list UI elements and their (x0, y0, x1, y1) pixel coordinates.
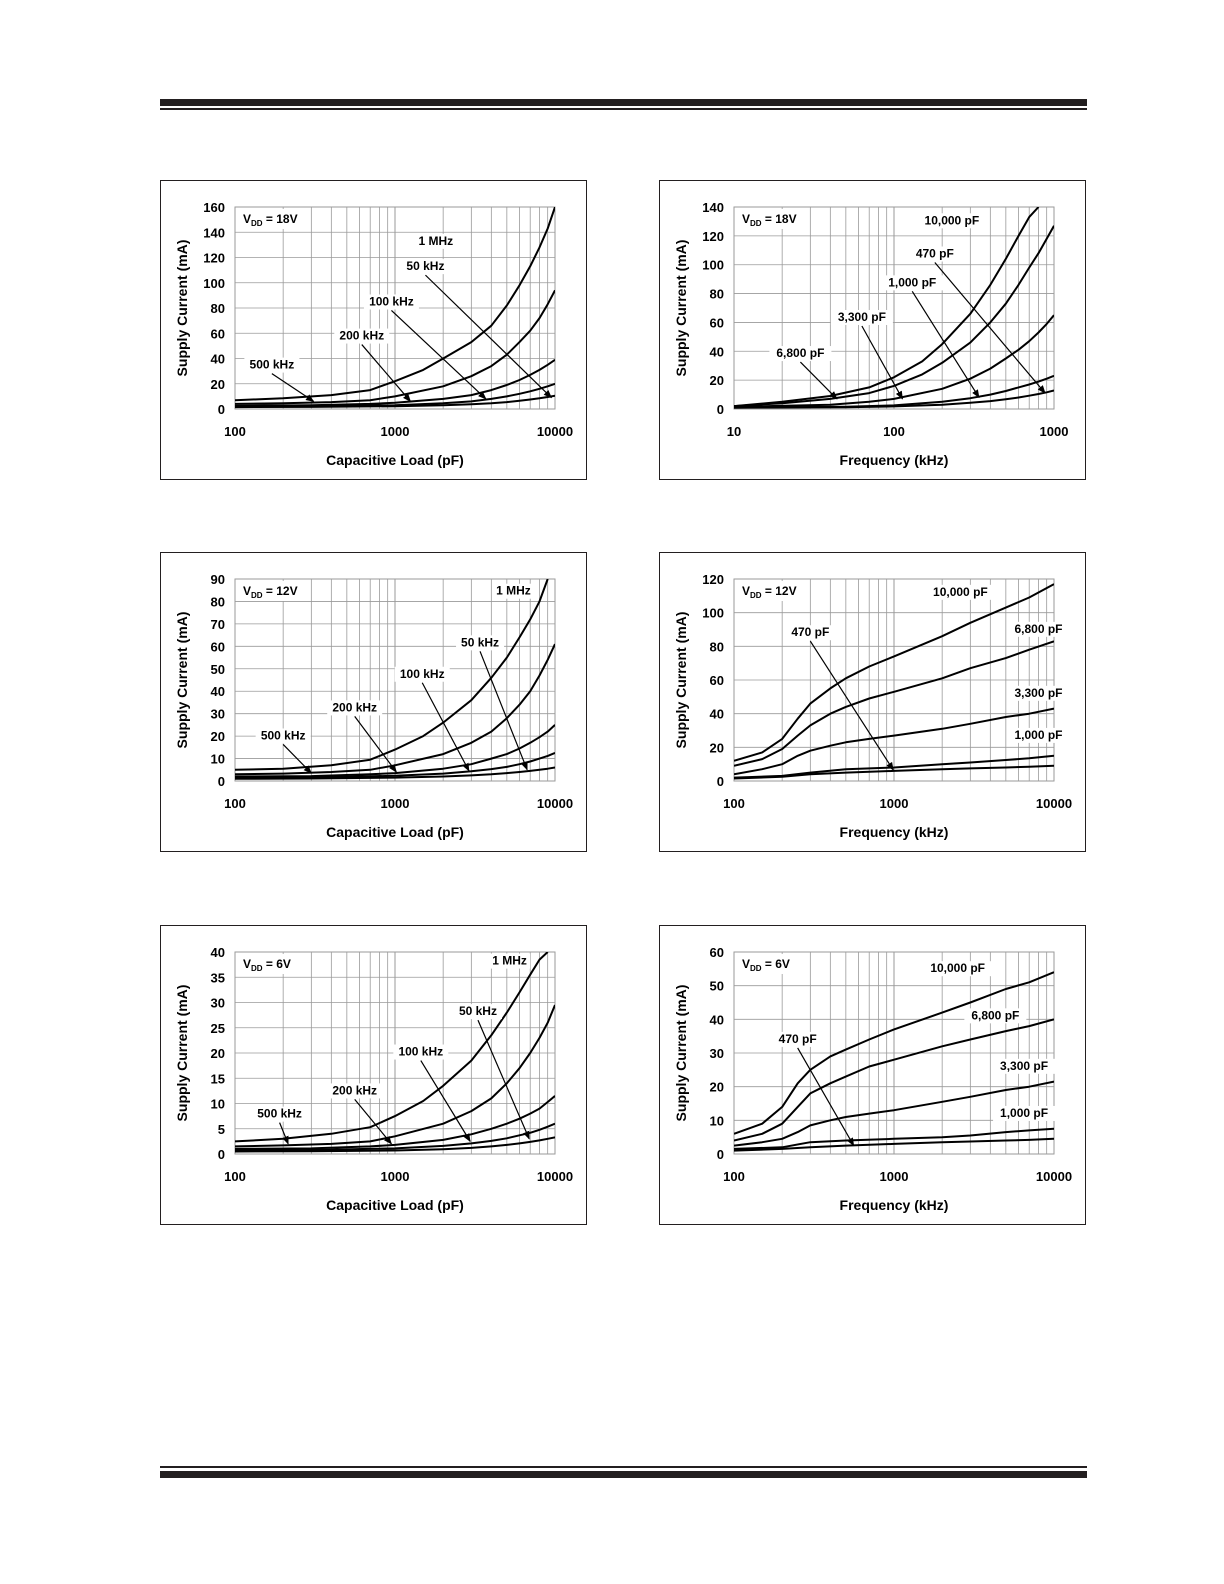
y-tick-label: 0 (217, 1147, 225, 1162)
y-tick-label: 40 (709, 344, 724, 360)
y-tick-label: 35 (210, 970, 225, 986)
x-tick-label: 100 (883, 424, 905, 439)
top-rule-thin (160, 108, 1087, 110)
y-tick-label: 0 (716, 402, 724, 417)
annotation-label: 3,300 pF (837, 309, 886, 324)
y-tick-label: 60 (709, 315, 724, 331)
annotation-arrow (425, 275, 551, 398)
chart-supply-vs-frequency-18v (659, 180, 1086, 480)
series-line (734, 207, 1039, 406)
chart-svg (660, 553, 1087, 853)
chart-supply-vs-frequency-6v (659, 925, 1086, 1225)
annotation-label: 200 kHz (332, 700, 378, 715)
y-tick-label: 0 (716, 1147, 724, 1162)
annotation-label: 3,300 pF (1014, 685, 1063, 700)
y-tick-label: 120 (702, 228, 724, 244)
x-tick-label: 100 (224, 1169, 246, 1184)
y-axis-label: Supply Current (mA) (174, 611, 190, 749)
y-tick-label: 10 (709, 1113, 724, 1129)
y-axis-label: Supply Current (mA) (673, 984, 689, 1122)
chart-svg (161, 926, 588, 1226)
annotation-label: 1,000 pF (1000, 1105, 1049, 1120)
annotation-label: 1,000 pF (1014, 727, 1063, 742)
y-axis-label: Supply Current (mA) (174, 984, 190, 1122)
y-tick-label: 20 (709, 1079, 724, 1095)
chart-svg (660, 926, 1087, 1226)
chart-svg (161, 181, 588, 481)
y-tick-label: 80 (210, 301, 225, 316)
x-tick-label: 100 (224, 424, 246, 439)
vdd-label: $V_{DD} = 18V$ (742, 212, 797, 228)
x-tick-label: 10000 (1035, 1169, 1073, 1184)
annotation-arrow (355, 1099, 392, 1143)
annotation-label: 100 kHz (398, 1044, 444, 1059)
y-tick-label: 60 (709, 945, 724, 960)
top-rule-thick (160, 99, 1087, 106)
y-tick-label: 20 (210, 376, 225, 392)
x-tick-label: 10000 (536, 424, 574, 439)
chart-supply-vs-load-12v (160, 552, 587, 852)
y-tick-label: 70 (210, 616, 225, 632)
x-tick-label: 1000 (1039, 424, 1069, 439)
annotation-label: 10,000 pF (930, 961, 986, 976)
annotation-label: 50 kHz (461, 635, 500, 650)
y-tick-label: 15 (210, 1071, 225, 1087)
annotation-label: 470 pF (791, 625, 830, 640)
bottom-rule-thin (160, 1466, 1087, 1468)
x-tick-label: 100 (723, 1169, 745, 1184)
y-tick-label: 20 (709, 373, 724, 389)
y-tick-label: 50 (709, 978, 724, 994)
annotation-label: 100 kHz (399, 666, 445, 681)
y-tick-label: 30 (210, 995, 225, 1011)
y-axis-label: Supply Current (mA) (673, 611, 689, 749)
x-tick-label: 1000 (879, 796, 909, 811)
y-tick-label: 90 (210, 572, 225, 587)
annotation-label: 3,300 pF (1000, 1058, 1049, 1073)
annotation-label: 500 kHz (257, 1106, 302, 1121)
annotation-label: 1 MHz (418, 233, 454, 248)
y-tick-label: 80 (709, 639, 724, 655)
y-tick-label: 40 (210, 945, 225, 960)
annotation-label: 6,800 pF (971, 1008, 1020, 1023)
x-tick-label: 10 (726, 424, 742, 439)
annotation-label: 6,800 pF (776, 346, 825, 361)
x-tick-label: 100 (224, 796, 246, 811)
y-tick-label: 20 (210, 1046, 225, 1061)
annotation-label: 500 kHz (249, 357, 295, 372)
chart-supply-vs-load-6v (160, 925, 587, 1225)
y-tick-label: 0 (217, 402, 225, 417)
x-axis-label: Frequency (kHz) (839, 824, 949, 840)
annotation-label: 10,000 pF (924, 213, 980, 228)
y-tick-label: 80 (709, 286, 724, 302)
y-tick-label: 40 (210, 351, 225, 367)
x-tick-label: 10000 (1035, 796, 1073, 811)
y-tick-label: 40 (210, 684, 225, 700)
x-axis-label: Capacitive Load (pF) (326, 1197, 464, 1213)
annotation-arrow (355, 716, 397, 772)
y-tick-label: 30 (210, 706, 225, 722)
vdd-label: $V_{DD} = 6V$ (742, 957, 790, 973)
y-tick-label: 10 (210, 751, 225, 767)
chart-svg (660, 181, 1087, 481)
annotation-label: 500 kHz (260, 728, 306, 743)
chart-supply-vs-frequency-12v (659, 552, 1086, 852)
x-tick-label: 1000 (380, 796, 410, 811)
y-tick-label: 5 (217, 1121, 225, 1137)
x-tick-label: 100 (723, 796, 745, 811)
annotation-label: 1 MHz (496, 583, 531, 598)
annotation-arrow (391, 310, 485, 398)
bottom-rule-thick (160, 1471, 1087, 1478)
annotation-arrow (362, 345, 411, 402)
annotation-label: 1 MHz (492, 953, 527, 968)
y-tick-label: 10 (210, 1096, 225, 1112)
annotation-label: 50 kHz (406, 259, 445, 274)
y-tick-label: 50 (210, 661, 225, 677)
annotation-label: 6,800 pF (1014, 621, 1063, 636)
annotation-label: 470 pF (778, 1031, 817, 1046)
vdd-label: $V_{DD} = 6V$ (243, 957, 291, 973)
y-tick-label: 100 (702, 605, 724, 621)
y-tick-label: 30 (709, 1046, 724, 1061)
y-tick-label: 60 (210, 639, 225, 655)
x-tick-label: 10000 (536, 1169, 574, 1184)
annotation-label: 200 kHz (332, 1083, 378, 1098)
y-axis-label: Supply Current (mA) (174, 239, 190, 377)
y-tick-label: 40 (709, 1012, 724, 1028)
annotation-arrow (421, 1061, 470, 1142)
y-tick-label: 120 (702, 572, 724, 587)
y-tick-label: 140 (203, 225, 225, 241)
y-tick-label: 0 (217, 774, 225, 789)
annotation-label: 200 kHz (339, 328, 385, 343)
x-tick-label: 1000 (380, 424, 410, 439)
chart-supply-vs-load-18v (160, 180, 587, 480)
annotation-arrow (280, 1123, 289, 1144)
x-axis-label: Capacitive Load (pF) (326, 452, 464, 468)
annotation-label: 470 pF (915, 246, 954, 261)
x-axis-label: Capacitive Load (pF) (326, 824, 464, 840)
annotation-arrow (810, 641, 893, 770)
y-tick-label: 100 (702, 257, 724, 273)
annotation-label: 100 kHz (369, 294, 414, 309)
x-tick-label: 1000 (879, 1169, 909, 1184)
x-tick-label: 1000 (380, 1169, 410, 1184)
x-tick-label: 10000 (536, 796, 574, 811)
y-tick-label: 160 (203, 200, 225, 215)
y-tick-label: 25 (210, 1020, 225, 1036)
x-axis-label: Frequency (kHz) (839, 1197, 949, 1213)
y-tick-label: 40 (709, 706, 724, 722)
y-tick-label: 140 (702, 200, 724, 215)
y-tick-label: 120 (203, 250, 225, 266)
y-tick-label: 20 (210, 729, 225, 745)
annotation-label: 10,000 pF (933, 584, 988, 599)
y-tick-label: 20 (709, 740, 724, 756)
y-tick-label: 80 (210, 594, 225, 610)
y-tick-label: 60 (709, 673, 724, 688)
chart-svg (161, 553, 588, 853)
annotation-arrow (478, 1020, 529, 1139)
y-tick-label: 60 (210, 326, 225, 342)
x-axis-label: Frequency (kHz) (839, 452, 949, 468)
y-axis-label: Supply Current (mA) (673, 239, 689, 377)
annotation-label: 50 kHz (458, 1004, 497, 1019)
annotation-label: 1,000 pF (888, 275, 937, 290)
vdd-label: $V_{DD} = 18V$ (243, 212, 298, 228)
y-tick-label: 100 (203, 275, 225, 291)
vdd-label: $V_{DD} = 12V$ (243, 584, 298, 600)
y-tick-label: 0 (716, 774, 724, 789)
vdd-label: $V_{DD} = 12V$ (742, 584, 797, 600)
